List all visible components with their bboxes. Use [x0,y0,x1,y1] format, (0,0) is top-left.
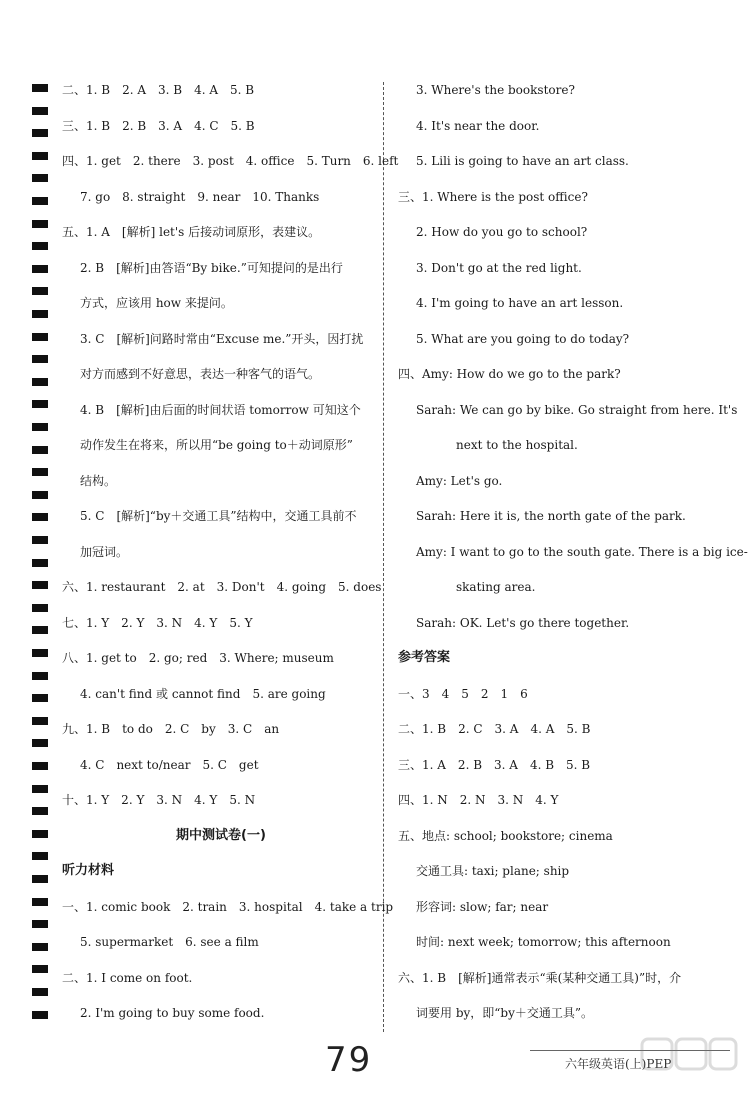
answer-line: 2. How do you go to school? [416,225,588,239]
binding-tick [32,287,48,295]
answer-line: 加冠词。 [80,545,129,559]
answer-line: 五、1. A [解析] let's 后接动词原形，表建议。 [62,225,321,239]
answer-line: 4. It's near the door. [416,119,540,133]
answer-line: Sarah: OK. Let's go there together. [416,616,630,630]
answer-line: 六、1. restaurant 2. at 3. Don't 4. going 5. does [62,580,382,594]
answer-line: next to the hospital. [456,438,578,452]
answer-line: 三、1. A 2. B 3. A 4. B 5. B [398,758,591,772]
answer-line: 时间: next week; tomorrow; this afternoon [416,935,671,949]
binding-tick [32,739,48,747]
section-title: 期中测试卷(一) [176,828,266,843]
binding-tick [32,626,48,634]
binding-tick [32,468,48,476]
binding-tick [32,333,48,341]
answer-line: 4. can't find 或 cannot find 5. are going [80,687,326,701]
binding-tick [32,988,48,996]
binding-tick [32,943,48,951]
binding-tick [32,762,48,770]
answer-line: 形容词: slow; far; near [416,900,549,914]
binding-tick [32,785,48,793]
answer-line: 5. Lili is going to have an art class. [416,154,629,168]
binding-tick [32,400,48,408]
binding-tick [32,355,48,363]
page-number: 79 [325,1040,373,1080]
answer-line: 三、1. B 2. B 3. A 4. C 5. B [62,119,255,133]
binding-margin-marks [32,0,48,1040]
binding-tick [32,536,48,544]
answer-line: 八、1. get to 2. go; red 3. Where; museum [62,651,334,665]
answer-line: 4. C next to/near 5. C get [80,758,259,772]
footer-label: 六年级英语(上)PEP [565,1057,672,1071]
binding-tick [32,694,48,702]
answer-line: 5. supermarket 6. see a film [80,935,259,949]
answer-line: skating area. [456,580,536,594]
binding-tick [32,920,48,928]
answer-line: 十、1. Y 2. Y 3. N 4. Y 5. N [62,793,256,807]
answer-line: 词要用 by，即“by＋交通工具”。 [416,1006,594,1020]
binding-tick [32,174,48,182]
binding-tick [32,423,48,431]
binding-tick [32,513,48,521]
answer-line: 2. I'm going to buy some food. [80,1006,265,1020]
binding-tick [32,852,48,860]
answer-line: 三、1. Where is the post office? [398,190,588,204]
answer-line: 对方而感到不好意思，表达一种客气的语气。 [80,367,321,381]
binding-tick [32,129,48,137]
answer-line: 四、Amy: How do we go to the park? [398,367,621,381]
binding-tick [32,491,48,499]
answer-line: 六、1. B [解析]通常表示“乘(某种交通工具)”时，介 [398,971,682,985]
answer-line: 4. I'm going to have an art lesson. [416,296,624,310]
answer-line: 二、1. I come on foot. [62,971,193,985]
binding-tick [32,84,48,92]
answer-line: 二、1. B 2. C 3. A 4. A 5. B [398,722,591,736]
binding-tick [32,152,48,160]
answer-line: 四、1. get 2. there 3. post 4. office 5. Turn 6. left [62,154,399,168]
answer-line: 方式，应该用 how 来提问。 [80,296,233,310]
binding-tick [32,220,48,228]
answer-line: 二、1. B 2. A 3. B 4. A 5. B [62,83,255,97]
answer-line: 四、1. N 2. N 3. N 4. Y [398,793,559,807]
binding-tick [32,265,48,273]
answer-line: 4. B [解析]由后面的时间状语 tomorrow 可知这个 [80,403,361,417]
binding-tick [32,807,48,815]
binding-tick [32,242,48,250]
binding-tick [32,898,48,906]
answer-line: 7. go 8. straight 9. near 10. Thanks [80,190,320,204]
section-heading: 听力材料 [62,863,115,878]
answer-line: 一、3 4 5 2 1 6 [398,687,528,701]
answer-line: 七、1. Y 2. Y 3. N 4. Y 5. Y [62,616,253,630]
answer-line: Amy: Let's go. [416,474,503,488]
answer-line: 一、1. comic book 2. train 3. hospital 4. take a trip [62,900,394,914]
answer-line: 交通工具: taxi; plane; ship [416,864,570,878]
binding-tick [32,672,48,680]
answer-line: 五、地点: school; bookstore; cinema [398,829,613,843]
binding-tick [32,830,48,838]
binding-tick [32,581,48,589]
watermark-logo [640,1035,740,1095]
answer-line: 2. B [解析]由答语“By bike.”可知提问的是出行 [80,261,343,275]
binding-tick [32,197,48,205]
binding-tick [32,1011,48,1019]
answer-line: 5. What are you going to do today? [416,332,630,346]
binding-tick [32,559,48,567]
binding-tick [32,649,48,657]
binding-tick [32,875,48,883]
answer-line: 九、1. B to do 2. C by 3. C an [62,722,280,736]
answer-line: 3. Don't go at the red light. [416,261,582,275]
answer-line: 动作发生在将来，所以用“be going to＋动词原形” [80,438,353,452]
binding-tick [32,965,48,973]
binding-tick [32,310,48,318]
binding-tick [32,107,48,115]
answer-line: 结构。 [80,474,117,488]
column-divider [383,82,384,1032]
binding-tick [32,604,48,612]
answer-line: 3. C [解析]问路时常由“Excuse me.”开头，因打扰 [80,332,364,346]
answer-line: 3. Where's the bookstore? [416,83,575,97]
binding-tick [32,378,48,386]
answer-line: Sarah: We can go by bike. Go straight from here. It's [416,403,738,417]
binding-tick [32,717,48,725]
section-heading: 参考答案 [398,650,451,665]
answer-line: Sarah: Here it is, the north gate of the park. [416,509,686,523]
answer-line: 5. C [解析]“by＋交通工具”结构中，交通工具前不 [80,509,357,523]
binding-tick [32,446,48,454]
answer-line: Amy: I want to go to the south gate. There is a big ice- [416,545,748,559]
